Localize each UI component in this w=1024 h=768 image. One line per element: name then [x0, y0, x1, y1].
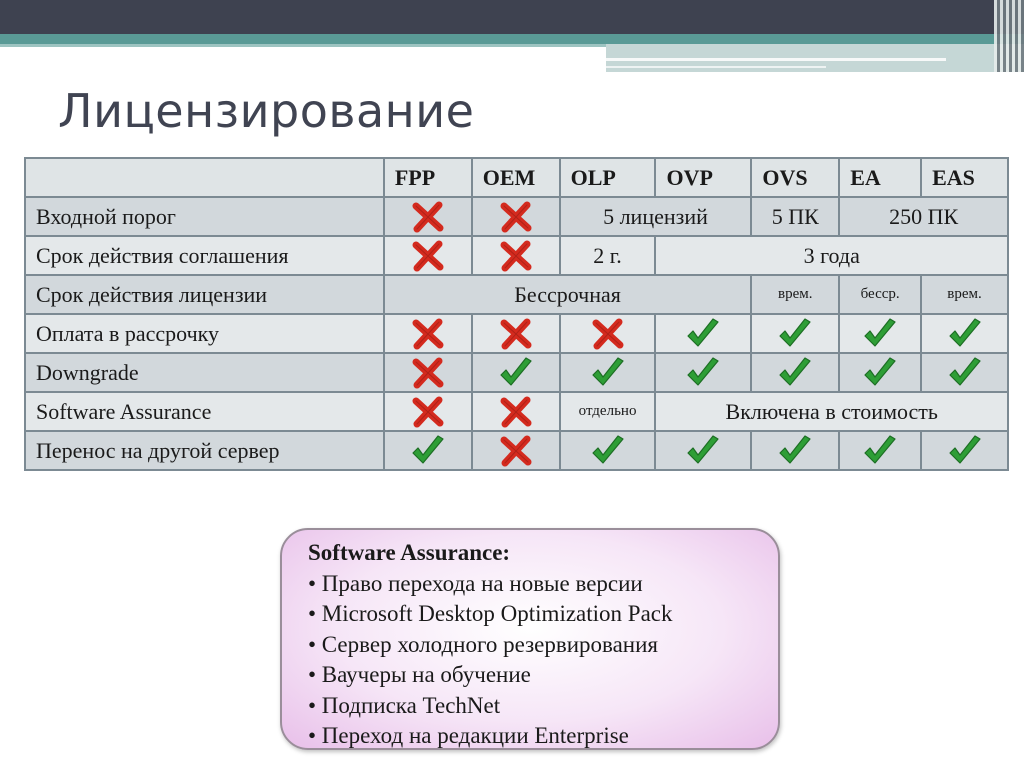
check-icon: [947, 356, 983, 390]
software-assurance-box: [280, 528, 780, 750]
check-icon: [862, 434, 898, 468]
table-cell: [384, 353, 472, 392]
cross-icon: [410, 395, 446, 429]
cross-icon: [410, 239, 446, 273]
table-cell: [655, 353, 751, 392]
row-label-server-transfer: Перенос на другой сервер: [25, 431, 384, 470]
cross-icon: [498, 434, 534, 468]
list-item: • Ваучеры на обучение: [308, 662, 531, 687]
table-cell: [921, 353, 1008, 392]
table-cell: [560, 431, 656, 470]
cross-icon: [498, 395, 534, 429]
list-item: • Переход на редакции Enterprise: [308, 723, 629, 748]
table-cell: [472, 431, 560, 470]
table-cell: [472, 392, 560, 431]
check-icon: [947, 317, 983, 351]
table-cell: [839, 431, 921, 470]
table-cell: [560, 314, 656, 353]
check-icon: [410, 434, 446, 468]
list-item: • Сервер холодного резервирования: [308, 631, 658, 657]
agreement-rest: 3 года: [655, 236, 1008, 275]
table-row: [25, 431, 1008, 470]
row-label-entry-threshold: Входной порог: [25, 197, 384, 236]
header-empty-cell: [25, 158, 384, 197]
threshold-olp-ovp: 5 лицензий: [560, 197, 752, 236]
box-title: Software Assurance:: [308, 540, 511, 565]
table-cell: [472, 314, 560, 353]
row-label-downgrade: Downgrade: [25, 353, 384, 392]
header-band: [0, 0, 1024, 34]
check-icon: [947, 434, 983, 468]
table-header-row: [25, 158, 1008, 197]
cross-icon: [410, 356, 446, 390]
slide-title: Лицензирование: [58, 84, 475, 138]
row-label-license-term: Срок действия лицензии: [25, 275, 384, 314]
header-right-line-2: [606, 66, 826, 68]
col-header-ea: EA: [839, 158, 921, 197]
table-cell: [839, 353, 921, 392]
table-row: [25, 353, 1008, 392]
table-row: [25, 197, 1008, 236]
check-icon: [498, 356, 534, 390]
list-item: • Microsoft Desktop Optimization Pack: [308, 601, 673, 626]
cross-icon: [498, 200, 534, 234]
list-item: • Право перехода на новые версии: [308, 570, 643, 596]
table-cell: [560, 353, 656, 392]
license-term-fpp-ovp: Бессрочная: [384, 275, 751, 314]
col-header-ovp: OVP: [655, 158, 751, 197]
col-header-oem: OEM: [472, 158, 560, 197]
check-icon: [590, 434, 626, 468]
check-icon: [777, 356, 813, 390]
license-term-eas: врем.: [921, 275, 1008, 314]
header-accent-band: [0, 34, 1024, 44]
table-cell: [839, 314, 921, 353]
table-cell: [384, 314, 472, 353]
sa-rest: Включена в стоимость: [655, 392, 1008, 431]
check-icon: [862, 317, 898, 351]
cross-icon: [410, 317, 446, 351]
row-label-software-assurance: Software Assurance: [25, 392, 384, 431]
table-row: [25, 236, 1008, 275]
license-term-ea: бесср.: [839, 275, 921, 314]
row-label-agreement-term: Срок действия соглашения: [25, 236, 384, 275]
table-cell: [384, 236, 472, 275]
check-icon: [685, 434, 721, 468]
col-header-eas: EAS: [921, 158, 1008, 197]
col-header-fpp: FPP: [384, 158, 472, 197]
check-icon: [685, 356, 721, 390]
sa-olp: отдельно: [560, 392, 656, 431]
table-cell: [921, 314, 1008, 353]
table-cell: [472, 197, 560, 236]
threshold-ovs: 5 ПК: [751, 197, 839, 236]
check-icon: [777, 434, 813, 468]
table-row: [25, 314, 1008, 353]
header-stripes: [994, 0, 1024, 72]
col-header-ovs: OVS: [751, 158, 839, 197]
cross-icon: [590, 317, 626, 351]
table-cell: [384, 197, 472, 236]
table-cell: [751, 314, 839, 353]
check-icon: [590, 356, 626, 390]
license-term-ovs: врем.: [751, 275, 839, 314]
table-cell: [655, 431, 751, 470]
cross-icon: [498, 239, 534, 273]
check-icon: [685, 317, 721, 351]
table-cell: [472, 236, 560, 275]
table-cell: [472, 353, 560, 392]
list-item: • Подписка TechNet: [308, 692, 501, 718]
check-icon: [862, 356, 898, 390]
threshold-ea-eas: 250 ПК: [839, 197, 1008, 236]
cross-icon: [498, 317, 534, 351]
table-row: [25, 275, 1008, 314]
check-icon: [777, 317, 813, 351]
table-cell: [751, 431, 839, 470]
cross-icon: [410, 200, 446, 234]
table-cell: [655, 314, 751, 353]
table-cell: [384, 431, 472, 470]
table-cell: [384, 392, 472, 431]
table-cell: [921, 431, 1008, 470]
licensing-table: [24, 157, 1009, 471]
table-cell: [751, 353, 839, 392]
header-right-line: [606, 58, 946, 61]
row-label-installments: Оплата в рассрочку: [25, 314, 384, 353]
col-header-olp: OLP: [560, 158, 656, 197]
table-row: [25, 392, 1008, 431]
agreement-olp: 2 г.: [560, 236, 656, 275]
